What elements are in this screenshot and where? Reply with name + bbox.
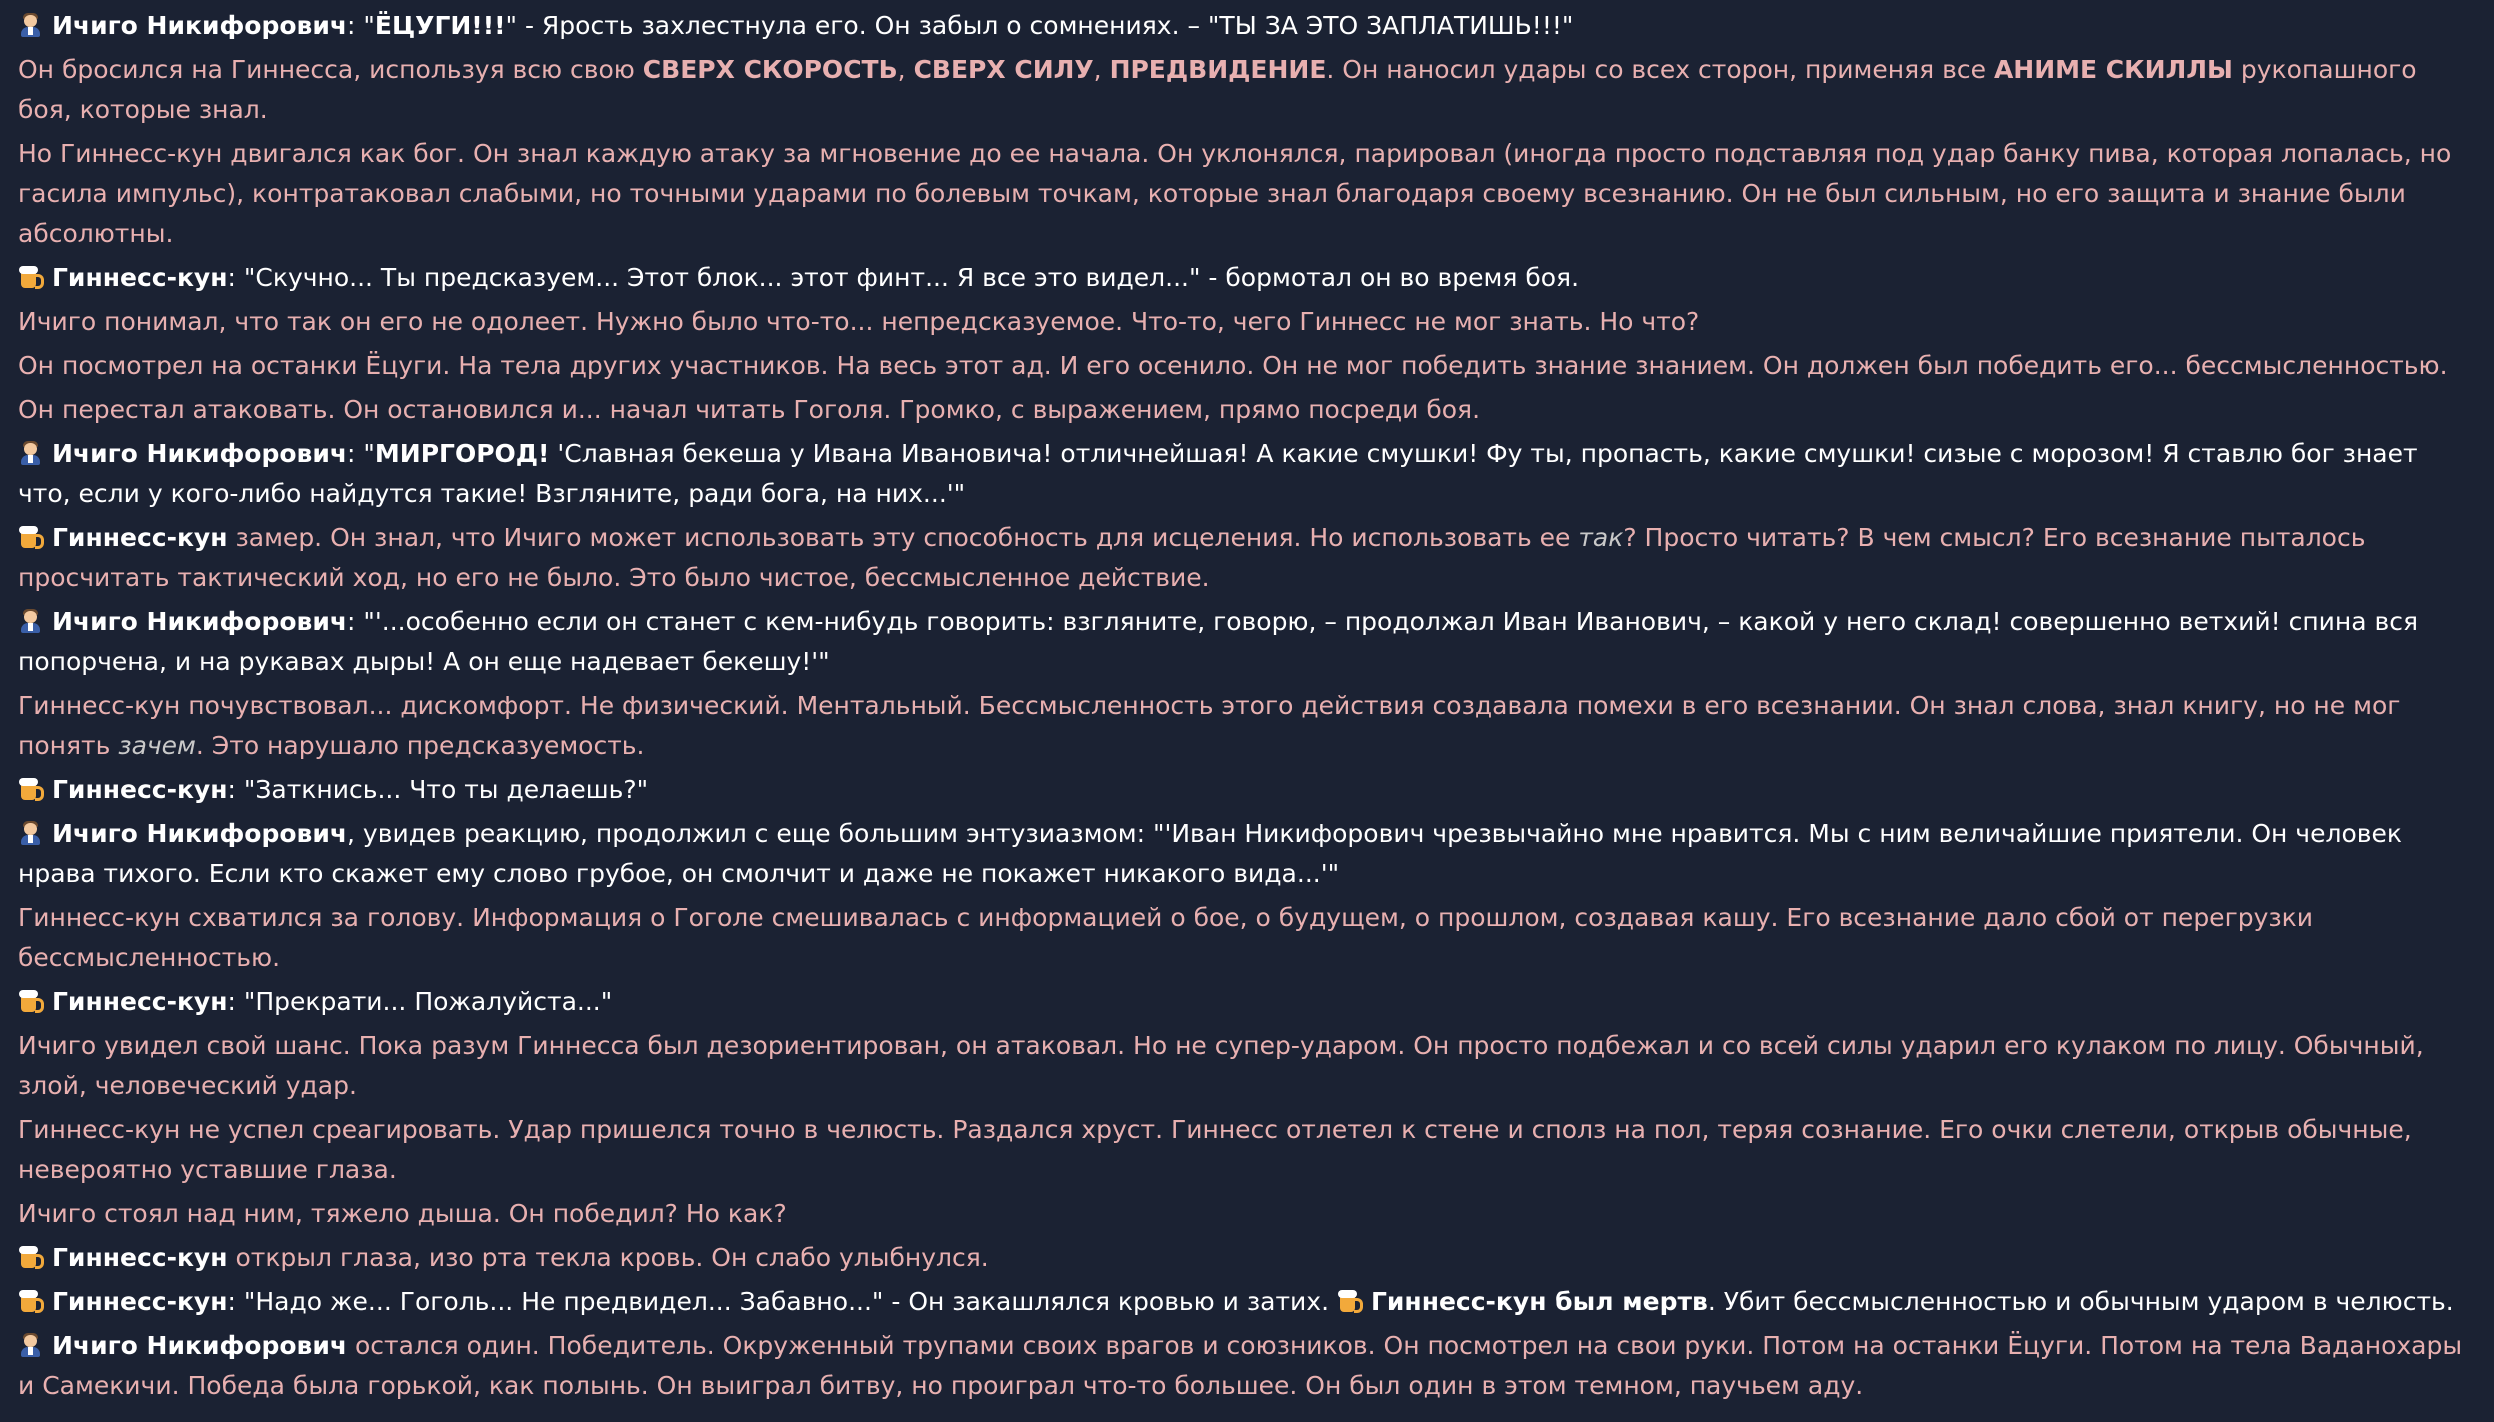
man-icon xyxy=(18,440,44,466)
emphasis-text: СВЕРХ СИЛУ xyxy=(913,55,1094,84)
text-segment: : " xyxy=(347,11,375,40)
speaker-name: Ичиго Никифорович xyxy=(52,819,348,848)
narration-paragraph xyxy=(18,1026,2478,1106)
speaker-name: Ичиго Никифорович xyxy=(52,439,348,468)
text-segment: . Это нарушало предсказуемость. xyxy=(195,731,645,760)
italic-text: так xyxy=(1578,523,1624,552)
text-segment: : " xyxy=(347,439,375,468)
emphasis-text: Гиннесс-кун был мертв xyxy=(1370,1287,1708,1316)
speaker-name: Гиннесс-кун xyxy=(52,775,228,804)
text-segment: Ичиго увидел свой шанс. Пока разум Гиннесса был дезориентирован, он атаковал. Но не супер-ударом. Он просто подбежал и со всей силы ударил его кулаком по лицу. Обычный, злой, человеческий удар. xyxy=(18,1031,2424,1100)
dialogue-line xyxy=(18,814,2478,894)
text-segment: открыл глаза, изо рта текла кровь. Он слабо улыбнулся. xyxy=(227,1243,989,1272)
emphasis-text: ПРЕДВИДЕНИЕ xyxy=(1109,55,1327,84)
narration-paragraph xyxy=(18,346,2478,386)
italic-text: зачем xyxy=(118,731,196,760)
text-segment: , xyxy=(897,55,914,84)
beer-mug-icon xyxy=(18,988,44,1014)
emphasis-text: МИРГОРОД! xyxy=(374,439,550,468)
text-segment: замер. Он знал, что Ичиго может использовать эту способность для исцеления. Но использовать ее xyxy=(227,523,1579,552)
dialogue-line xyxy=(18,1282,2478,1322)
narration-paragraph xyxy=(18,302,2478,342)
dialogue-line xyxy=(18,1238,2478,1278)
text-segment: . Убит бессмысленностью и обычным ударом в челюсть. xyxy=(1707,1287,2454,1316)
dialogue-line xyxy=(18,982,2478,1022)
speaker-name: Ичиго Никифорович xyxy=(52,1331,348,1360)
speaker-name: Гиннесс-кун xyxy=(52,987,228,1016)
text-segment: Ичиго понимал, что так он его не одолеет. Нужно было что-то... непредсказуемое. Что-то, чего Гиннесс не мог знать. Но что? xyxy=(18,307,1700,336)
text-segment: 'Славная бекеша у Ивана Ивановича! отличнейшая! А какие смушки! Фу ты, пропасть, какие смушки! сизые с морозом! Я ставлю бог знает что, если у кого-либо найдутся такие! Взгляните, ради бога, на них...'" xyxy=(18,439,2418,508)
text-segment: Ичиго стоял над ним, тяжело дыша. Он победил? Но как? xyxy=(18,1199,787,1228)
man-icon xyxy=(18,12,44,38)
speaker-name: Ичиго Никифорович xyxy=(52,607,348,636)
emphasis-text: ЁЦУГИ!!! xyxy=(374,11,506,40)
narration-paragraph xyxy=(18,390,2478,430)
text-segment: : "'...особенно если он станет с кем-нибудь говорить: взгляните, говорю, – продолжал Иван Иванович, – какой у него склад! совершенно ветхий! спина вся попорчена, и на рукавах дыры! А он еще надевает бекешу!'" xyxy=(18,607,2419,676)
text-segment: . Он наносил удары со всех сторон, применяя все xyxy=(1326,55,1994,84)
speaker-name: Гиннесс-кун xyxy=(52,1287,228,1316)
dialogue-line xyxy=(18,602,2478,682)
text-segment: : "Надо же... Гоголь... Не предвидел... Забавно..." - Он закашлялся кровью и затих. xyxy=(227,1287,1337,1316)
text-segment: Гиннесс-кун не успел среагировать. Удар пришелся точно в челюсть. Раздался хруст. Гиннесс отлетел к стене и сполз на пол, теряя сознание. Его очки слетели, открыв обычные, невероятно уставшие глаза. xyxy=(18,1115,2412,1184)
narration-paragraph xyxy=(18,686,2478,766)
text-segment: Гиннесс-кун схватился за голову. Информация о Гоголе смешивалась с информацией о бое, о будущем, о прошлом, создавая кашу. Его всезнание дало сбой от перегрузки бессмысленностью. xyxy=(18,903,2314,972)
dialogue-line xyxy=(18,518,2478,598)
speaker-name: Гиннесс-кун xyxy=(52,1243,228,1272)
text-segment: Он бросился на Гиннесса, используя всю свою xyxy=(18,55,643,84)
speaker-name: Гиннесс-кун xyxy=(52,263,228,292)
dialogue-line xyxy=(18,258,2478,298)
narration-paragraph xyxy=(18,50,2478,130)
speaker-name: Гиннесс-кун xyxy=(52,523,228,552)
text-segment: Гиннесс-кун почувствовал... дискомфорт. Не физический. Ментальный. Бессмысленность этого действия создавала помехи в его всезнании. Он знал слова, знал книгу, но не мог понять xyxy=(18,691,2401,760)
beer-mug-icon xyxy=(18,1288,44,1314)
narration-paragraph xyxy=(18,1110,2478,1190)
dialogue-line xyxy=(18,6,2478,46)
beer-mug-icon xyxy=(18,524,44,550)
beer-mug-icon xyxy=(18,776,44,802)
text-segment: " - Ярость захлестнула его. Он забыл о сомнениях. – "ТЫ ЗА ЭТО ЗАПЛАТИШЬ!!!" xyxy=(505,11,1574,40)
text-segment: , xyxy=(1093,55,1110,84)
text-segment: , увидев реакцию, продолжил с еще большим энтузиазмом: "'Иван Никифорович чрезвычайно мне нравится. Мы с ним величайшие приятели. Он человек нрава тихого. Если кто скажет ему слово грубое, он смолчит и даже не покажет никакого вида...'" xyxy=(18,819,2402,888)
text-segment: остался один. Победитель. Окруженный трупами своих врагов и союзников. Он посмотрел на свои руки. Потом на останки Ёцуги. Потом на тела Ваданохары и Самекичи. Победа была горькой, как полынь. Он выиграл битву, но проиграл что-то большее. Он был один в этом темном, паучьем аду. xyxy=(18,1331,2463,1400)
narration-paragraph xyxy=(18,134,2478,254)
text-segment: ? Просто читать? В чем смысл? Его всезнание пыталось просчитать тактический ход, но его не было. Это было чистое, бессмысленное действие. xyxy=(18,523,2366,592)
text-segment: Но Гиннесс-кун двигался как бог. Он знал каждую атаку за мгновение до ее начала. Он уклонялся, парировал (иногда просто подставляя под удар банку пива, которая лопалась, но гасила импульс), контратаковал слабыми, но точными ударами по болевым точкам, которые знал благодаря своему всезнанию. Он не был сильным, но его защита и знание были абсолютны. xyxy=(18,139,2452,248)
narration-paragraph xyxy=(18,1194,2478,1234)
dialogue-line xyxy=(18,770,2478,810)
emphasis-text: СВЕРХ СКОРОСТЬ xyxy=(642,55,898,84)
text-segment: : "Скучно... Ты предсказуем... Этот блок... этот финт... Я все это видел..." - бормотал он во время боя. xyxy=(227,263,1580,292)
beer-mug-icon xyxy=(18,264,44,290)
text-segment: : "Прекрати... Пожалуйста..." xyxy=(227,987,613,1016)
narration-paragraph xyxy=(18,898,2478,978)
man-icon xyxy=(18,608,44,634)
text-segment: Он посмотрел на останки Ёцуги. На тела других участников. На весь этот ад. И его осенило. Он не мог победить знание знанием. Он должен был победить его... бессмысленностью. xyxy=(18,351,2448,380)
text-segment: Он перестал атаковать. Он остановился и... начал читать Гоголя. Громко, с выражением, прямо посреди боя. xyxy=(18,395,1481,424)
dialogue-line xyxy=(18,1326,2478,1406)
man-icon xyxy=(18,1332,44,1358)
story-log xyxy=(18,6,2478,1410)
emphasis-text: АНИМЕ СКИЛЛЫ xyxy=(1993,55,2233,84)
text-segment: : "Заткнись... Что ты делаешь?" xyxy=(227,775,649,804)
text-segment: рукопашного боя, которые знал. xyxy=(18,55,2417,124)
beer-mug-icon xyxy=(1337,1288,1363,1314)
dialogue-line xyxy=(18,434,2478,514)
man-icon xyxy=(18,820,44,846)
beer-mug-icon xyxy=(18,1244,44,1270)
speaker-name: Ичиго Никифорович xyxy=(52,11,348,40)
